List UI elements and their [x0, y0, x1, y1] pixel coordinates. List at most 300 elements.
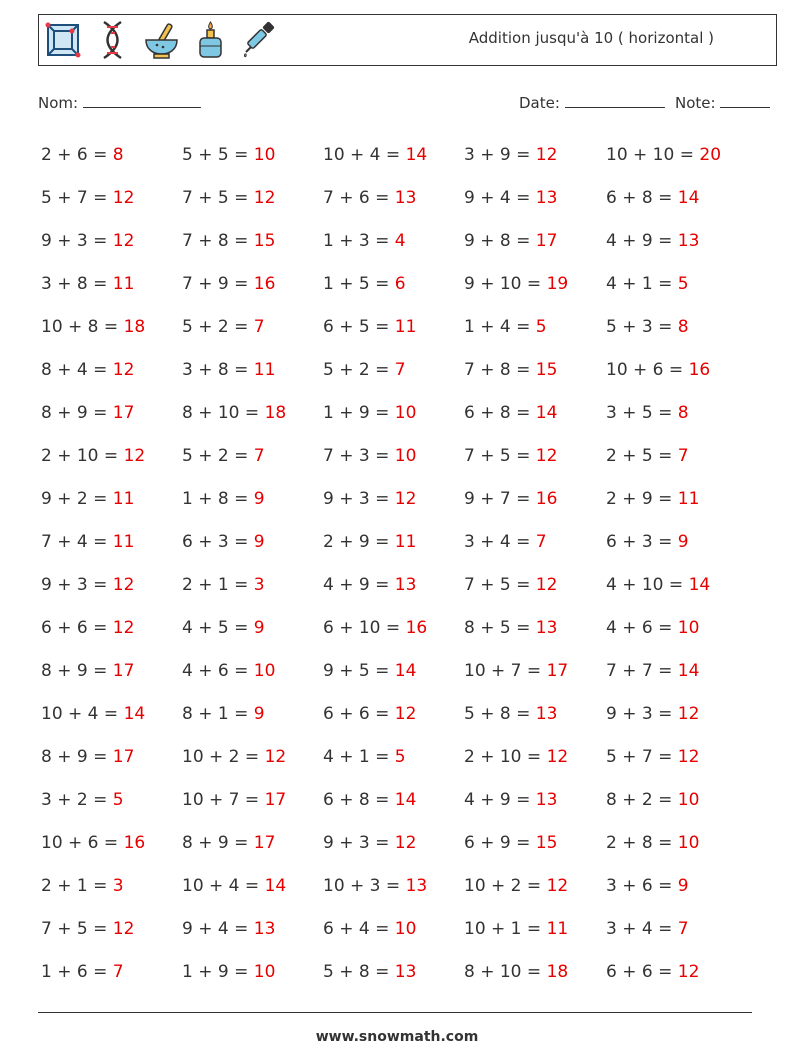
problem-expression: 5 + 2 = [323, 360, 395, 380]
footer-url: www.snowmath.com [315, 1029, 479, 1045]
problem-expression: 4 + 6 = [606, 618, 678, 638]
problem-answer: 3 [112, 876, 124, 896]
name-label: Nom: [38, 94, 79, 112]
problem-cell [182, 736, 286, 779]
problem-answer: 17 [535, 231, 558, 251]
problem-cell [41, 134, 124, 177]
problem-answer: 5 [535, 317, 547, 337]
problem-expression: 7 + 8 = [464, 360, 536, 380]
problem-cell [606, 736, 699, 779]
problem-expression: 10 + 1 = [464, 919, 547, 939]
problem-answer: 16 [688, 360, 711, 380]
problem-expression: 2 + 10 = [41, 446, 124, 466]
problem-answer: 7 [253, 317, 265, 337]
problem-answer: 14 [677, 661, 700, 681]
problem-answer: 7 [394, 360, 406, 380]
problem-cell [323, 564, 416, 607]
problem-answer: 9 [253, 618, 265, 638]
problem-answer: 13 [677, 231, 700, 251]
problem-answer: 16 [405, 618, 428, 638]
problem-expression: 9 + 5 = [323, 661, 395, 681]
problem-cell [464, 908, 568, 951]
problem-expression: 6 + 6 = [323, 704, 395, 724]
problem-row [41, 435, 761, 478]
problem-row [41, 736, 761, 779]
problem-expression: 7 + 5 = [182, 188, 254, 208]
problem-cell [464, 693, 557, 736]
problem-expression: 10 + 7 = [182, 790, 265, 810]
problem-answer: 12 [535, 145, 558, 165]
problem-answer: 15 [253, 231, 276, 251]
problem-cell [323, 220, 406, 263]
problem-expression: 2 + 10 = [464, 747, 547, 767]
problem-expression: 10 + 4 = [323, 145, 406, 165]
problem-answer: 11 [546, 919, 569, 939]
problem-cell [606, 951, 699, 994]
problem-cell [464, 392, 557, 435]
problem-answer: 11 [112, 489, 135, 509]
problem-expression: 6 + 3 = [606, 532, 678, 552]
problem-expression: 6 + 6 = [606, 962, 678, 982]
problem-answer: 13 [253, 919, 276, 939]
problem-expression: 8 + 5 = [464, 618, 536, 638]
problem-expression: 4 + 5 = [182, 618, 254, 638]
problem-cell [182, 349, 275, 392]
problem-row [41, 951, 761, 994]
name-field [38, 93, 201, 112]
problem-answer: 12 [394, 489, 417, 509]
problem-cell [182, 306, 265, 349]
problem-answer: 13 [535, 618, 558, 638]
problem-expression: 8 + 1 = [182, 704, 254, 724]
problem-answer: 9 [677, 876, 689, 896]
problem-row [41, 306, 761, 349]
problem-answer: 11 [112, 532, 135, 552]
problem-cell [606, 521, 689, 564]
problem-cell [464, 779, 557, 822]
problem-row [41, 650, 761, 693]
problem-cell [464, 650, 568, 693]
problem-cell [606, 607, 699, 650]
problem-answer: 11 [112, 274, 135, 294]
problem-cell [606, 134, 721, 177]
problem-expression: 2 + 8 = [606, 833, 678, 853]
problem-expression: 8 + 2 = [606, 790, 678, 810]
problem-answer: 5 [677, 274, 689, 294]
problem-cell [182, 693, 265, 736]
problem-cell [41, 865, 124, 908]
problem-row [41, 220, 761, 263]
problem-expression: 6 + 5 = [323, 317, 395, 337]
problem-answer: 7 [112, 962, 124, 982]
problem-answer: 17 [264, 790, 287, 810]
problem-cell [606, 435, 689, 478]
problem-answer: 17 [112, 661, 135, 681]
problem-cell [464, 177, 557, 220]
problem-cell [323, 951, 416, 994]
problem-expression: 9 + 3 = [323, 489, 395, 509]
problem-answer: 5 [112, 790, 124, 810]
problem-cell [182, 392, 286, 435]
problem-cell [606, 349, 710, 392]
footer-divider [38, 1012, 752, 1013]
problem-expression: 6 + 8 = [606, 188, 678, 208]
problem-row [41, 177, 761, 220]
problem-answer: 13 [405, 876, 428, 896]
problem-answer: 16 [253, 274, 276, 294]
problem-expression: 10 + 6 = [606, 360, 689, 380]
problem-expression: 10 + 3 = [323, 876, 406, 896]
problem-expression: 2 + 6 = [41, 145, 113, 165]
problem-cell [182, 951, 275, 994]
problem-answer: 13 [394, 575, 417, 595]
problem-cell [323, 865, 427, 908]
problem-answer: 12 [677, 962, 700, 982]
problem-answer: 9 [253, 489, 265, 509]
problem-answer: 10 [253, 962, 276, 982]
problem-expression: 9 + 2 = [41, 489, 113, 509]
problem-row [41, 865, 761, 908]
problem-answer: 13 [394, 188, 417, 208]
problem-expression: 1 + 9 = [323, 403, 395, 423]
problem-answer: 12 [112, 188, 135, 208]
problem-cell [464, 564, 557, 607]
problem-cell [41, 478, 134, 521]
problem-answer: 12 [112, 919, 135, 939]
problem-expression: 5 + 8 = [323, 962, 395, 982]
problem-expression: 10 + 4 = [41, 704, 124, 724]
problem-answer: 14 [123, 704, 146, 724]
problem-answer: 8 [677, 317, 689, 337]
problem-expression: 2 + 1 = [182, 575, 254, 595]
problem-cell [464, 263, 568, 306]
problem-cell [323, 908, 416, 951]
problem-expression: 6 + 4 = [323, 919, 395, 939]
problem-answer: 13 [535, 188, 558, 208]
problem-cell [182, 908, 275, 951]
problem-cell [41, 306, 145, 349]
problem-answer: 12 [535, 575, 558, 595]
problem-expression: 7 + 5 = [41, 919, 113, 939]
problem-answer: 10 [677, 618, 700, 638]
date-label: Date: [519, 94, 560, 112]
problem-cell [606, 564, 710, 607]
problem-expression: 4 + 1 = [323, 747, 395, 767]
problem-expression: 10 + 7 = [464, 661, 547, 681]
problem-cell [323, 134, 427, 177]
problem-row [41, 478, 761, 521]
problem-cell [606, 220, 699, 263]
flask-icon [192, 20, 229, 60]
problem-answer: 20 [699, 145, 722, 165]
problem-answer: 12 [112, 575, 135, 595]
problem-expression: 2 + 9 = [606, 489, 678, 509]
problem-answer: 9 [253, 704, 265, 724]
problem-answer: 6 [394, 274, 406, 294]
problem-expression: 3 + 8 = [182, 360, 254, 380]
problem-cell [323, 521, 416, 564]
problem-expression: 5 + 2 = [182, 317, 254, 337]
problem-answer: 12 [546, 876, 569, 896]
problem-answer: 9 [253, 532, 265, 552]
problem-expression: 5 + 7 = [606, 747, 678, 767]
problem-expression: 3 + 6 = [606, 876, 678, 896]
problem-row [41, 607, 761, 650]
problem-cell [606, 693, 699, 736]
problem-answer: 4 [394, 231, 406, 251]
problem-cell [41, 435, 145, 478]
problem-answer: 18 [123, 317, 146, 337]
problem-cell [41, 650, 134, 693]
problem-expression: 1 + 5 = [323, 274, 395, 294]
problem-answer: 14 [535, 403, 558, 423]
problem-answer: 11 [677, 489, 700, 509]
problem-cell [182, 263, 275, 306]
problem-expression: 9 + 7 = [464, 489, 536, 509]
problem-expression: 7 + 5 = [464, 446, 536, 466]
problem-expression: 9 + 3 = [41, 231, 113, 251]
problem-cell [606, 650, 699, 693]
problem-answer: 12 [264, 747, 287, 767]
problem-expression: 4 + 9 = [464, 790, 536, 810]
problem-answer: 18 [546, 962, 569, 982]
problem-answer: 14 [688, 575, 711, 595]
problem-expression: 4 + 1 = [606, 274, 678, 294]
problem-answer: 13 [535, 704, 558, 724]
problem-expression: 4 + 10 = [606, 575, 689, 595]
problem-answer: 15 [535, 360, 558, 380]
problem-answer: 14 [394, 790, 417, 810]
problem-cell [41, 908, 134, 951]
problem-row [41, 392, 761, 435]
problem-expression: 10 + 4 = [182, 876, 265, 896]
problem-expression: 10 + 2 = [464, 876, 547, 896]
problem-expression: 7 + 6 = [323, 188, 395, 208]
problem-cell [464, 607, 557, 650]
problem-expression: 9 + 10 = [464, 274, 547, 294]
icon-strip [45, 20, 278, 60]
problem-answer: 10 [677, 790, 700, 810]
problem-cell [464, 435, 557, 478]
grade-line[interactable] [720, 93, 770, 108]
problem-expression: 1 + 6 = [41, 962, 113, 982]
name-line[interactable] [83, 93, 201, 108]
problem-expression: 5 + 7 = [41, 188, 113, 208]
problem-answer: 14 [405, 145, 428, 165]
problem-answer: 14 [394, 661, 417, 681]
problem-expression: 4 + 9 = [606, 231, 678, 251]
problem-expression: 8 + 10 = [464, 962, 547, 982]
problem-cell [606, 177, 699, 220]
problem-answer: 10 [677, 833, 700, 853]
problem-cell [464, 220, 557, 263]
problem-expression: 10 + 6 = [41, 833, 124, 853]
problem-expression: 1 + 8 = [182, 489, 254, 509]
problem-cell [182, 607, 265, 650]
problem-cell [323, 263, 406, 306]
problem-cell [464, 736, 568, 779]
problem-expression: 2 + 9 = [323, 532, 395, 552]
problem-answer: 7 [677, 446, 689, 466]
problem-answer: 12 [112, 360, 135, 380]
problem-cell [41, 564, 134, 607]
problem-expression: 5 + 8 = [464, 704, 536, 724]
problem-expression: 9 + 3 = [41, 575, 113, 595]
problem-row [41, 693, 761, 736]
problem-cell [41, 220, 134, 263]
grade-field [675, 93, 770, 112]
problem-expression: 8 + 9 = [182, 833, 254, 853]
problem-expression: 7 + 4 = [41, 532, 113, 552]
problem-expression: 4 + 6 = [182, 661, 254, 681]
problem-cell [323, 478, 416, 521]
problem-cell [182, 478, 265, 521]
problem-expression: 3 + 5 = [606, 403, 678, 423]
problem-row [41, 908, 761, 951]
dropper-icon [241, 20, 278, 60]
problem-answer: 19 [546, 274, 569, 294]
problem-row [41, 822, 761, 865]
problem-answer: 12 [112, 231, 135, 251]
problem-answer: 10 [253, 145, 276, 165]
problem-cell [41, 822, 145, 865]
problem-cell [323, 349, 406, 392]
problem-cell [323, 392, 416, 435]
problem-answer: 9 [677, 532, 689, 552]
problem-row [41, 779, 761, 822]
problem-answer: 13 [394, 962, 417, 982]
problem-answer: 10 [394, 446, 417, 466]
problem-expression: 7 + 5 = [464, 575, 536, 595]
problem-answer: 11 [394, 317, 417, 337]
problem-expression: 10 + 10 = [606, 145, 700, 165]
problem-cell [182, 650, 275, 693]
problem-answer: 12 [394, 704, 417, 724]
problem-cell [182, 435, 265, 478]
problem-cell [182, 521, 265, 564]
problem-cell [41, 736, 134, 779]
problem-expression: 2 + 1 = [41, 876, 113, 896]
problem-cell [182, 564, 265, 607]
problem-cell [606, 263, 689, 306]
problem-cell [464, 865, 568, 908]
problem-expression: 8 + 9 = [41, 661, 113, 681]
problem-expression: 8 + 9 = [41, 747, 113, 767]
problem-cell [41, 951, 124, 994]
problem-cell [606, 822, 699, 865]
problem-cell [464, 134, 557, 177]
date-field [519, 93, 665, 112]
problem-cell [606, 865, 689, 908]
problem-answer: 17 [112, 403, 135, 423]
problem-expression: 10 + 2 = [182, 747, 265, 767]
problem-row [41, 521, 761, 564]
problem-cell [323, 779, 416, 822]
mortar-pestle-icon [143, 20, 180, 60]
problem-answer: 11 [253, 360, 276, 380]
problem-expression: 9 + 3 = [606, 704, 678, 724]
problem-answer: 17 [112, 747, 135, 767]
problem-row [41, 263, 761, 306]
problem-expression: 6 + 9 = [464, 833, 536, 853]
problem-answer: 13 [535, 790, 558, 810]
problem-expression: 8 + 9 = [41, 403, 113, 423]
problem-answer: 12 [535, 446, 558, 466]
problem-cell [323, 306, 416, 349]
problem-expression: 6 + 8 = [464, 403, 536, 423]
problem-cell [182, 822, 275, 865]
problem-answer: 15 [535, 833, 558, 853]
problem-answer: 12 [677, 704, 700, 724]
problem-cell [41, 693, 145, 736]
problem-expression: 7 + 3 = [323, 446, 395, 466]
problem-cell [464, 521, 547, 564]
problem-answer: 7 [253, 446, 265, 466]
problem-answer: 3 [253, 575, 265, 595]
problem-answer: 10 [253, 661, 276, 681]
problem-expression: 6 + 6 = [41, 618, 113, 638]
problem-expression: 7 + 7 = [606, 661, 678, 681]
problem-answer: 10 [394, 919, 417, 939]
problem-cell [606, 392, 689, 435]
problem-answer: 8 [112, 145, 124, 165]
problem-answer: 14 [677, 188, 700, 208]
problem-cell [41, 607, 134, 650]
problem-answer: 12 [677, 747, 700, 767]
grade-label: Note: [675, 94, 716, 112]
problem-expression: 6 + 3 = [182, 532, 254, 552]
problem-answer: 18 [264, 403, 287, 423]
problem-cell [606, 779, 699, 822]
problem-expression: 9 + 8 = [464, 231, 536, 251]
problem-answer: 10 [394, 403, 417, 423]
problem-expression: 1 + 9 = [182, 962, 254, 982]
problem-cell [323, 435, 416, 478]
problem-expression: 3 + 4 = [464, 532, 536, 552]
problem-expression: 9 + 4 = [182, 919, 254, 939]
problem-answer: 12 [253, 188, 276, 208]
problem-answer: 7 [535, 532, 547, 552]
problem-cell [323, 607, 427, 650]
problem-cell [323, 177, 416, 220]
problem-answer: 16 [535, 489, 558, 509]
problem-cell [464, 478, 557, 521]
problem-cell [464, 822, 557, 865]
problem-expression: 1 + 3 = [323, 231, 395, 251]
problem-expression: 9 + 4 = [464, 188, 536, 208]
problem-cell [606, 306, 689, 349]
problem-expression: 8 + 4 = [41, 360, 113, 380]
problem-cell [464, 349, 557, 392]
date-line[interactable] [565, 93, 665, 108]
problem-answer: 8 [677, 403, 689, 423]
problem-answer: 17 [546, 661, 569, 681]
problem-row [41, 134, 761, 177]
worksheet-title: Addition jusqu'à 10 ( horizontal ) [468, 29, 714, 47]
problem-expression: 8 + 10 = [182, 403, 265, 423]
problem-cell [182, 220, 275, 263]
problem-row [41, 349, 761, 392]
problem-expression: 5 + 5 = [182, 145, 254, 165]
problem-answer: 5 [394, 747, 406, 767]
problem-expression: 3 + 9 = [464, 145, 536, 165]
problem-cell [323, 736, 406, 779]
problem-expression: 5 + 2 = [182, 446, 254, 466]
problem-expression: 3 + 4 = [606, 919, 678, 939]
problem-answer: 12 [123, 446, 146, 466]
problem-cell [323, 693, 416, 736]
worksheet-header [38, 14, 777, 66]
